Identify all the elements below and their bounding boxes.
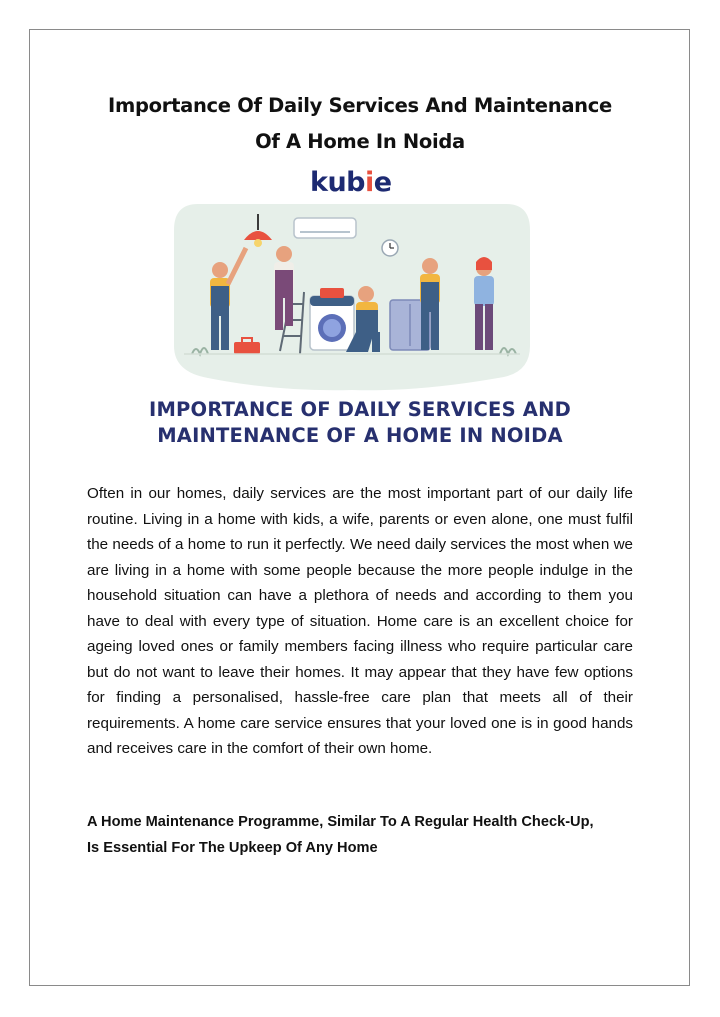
logo-text-main: kub <box>310 167 366 198</box>
logo-text-end: e <box>373 167 392 198</box>
banner-heading <box>100 397 620 449</box>
home-services-illustration <box>168 196 536 392</box>
page-title <box>60 88 660 160</box>
washing-machine-icon <box>310 296 354 350</box>
title-line-2: Of A Home In Noida <box>255 130 465 153</box>
air-conditioner-icon <box>294 218 356 238</box>
title-line-1: Importance Of Daily Services And Maintenance <box>108 94 612 117</box>
subheading-line-1: A Home Maintenance Programme, Similar To A Regular Health Check-Up, <box>87 814 594 830</box>
kube-logo <box>310 168 392 198</box>
body-paragraph: Often in our homes, daily services are the most important part of our daily life routine. Living in a home with kids, a wife, parents or even alone, one must fulfil the needs of a home to run it perfectly. We need daily services the most when we are living in a home with some people because the more people indulge in the household situation can have a plethora of needs and according to them you have to deal with every type of situation. Home care is an excellent choice for ageing loved ones or family members facing illness who require particular care but do not want to leave their homes. It may appear that they have few options for finding a personalised, hassle-free care plan that meets all of their requirements. A home care service ensures that your loved one is in good hands and receives care in the comfort of their own home. <box>87 485 633 757</box>
banner-line-1: IMPORTANCE OF DAILY SERVICES AND <box>149 398 571 421</box>
logo-text-accent: i <box>365 167 374 198</box>
wall-clock-icon <box>382 240 398 256</box>
toolbox-icon <box>320 288 344 298</box>
section-subheading <box>87 810 647 861</box>
subheading-line-2: Is Essential For The Upkeep Of Any Home <box>87 839 378 856</box>
banner-line-2: MAINTENANCE OF A HOME IN NOIDA <box>157 424 563 447</box>
